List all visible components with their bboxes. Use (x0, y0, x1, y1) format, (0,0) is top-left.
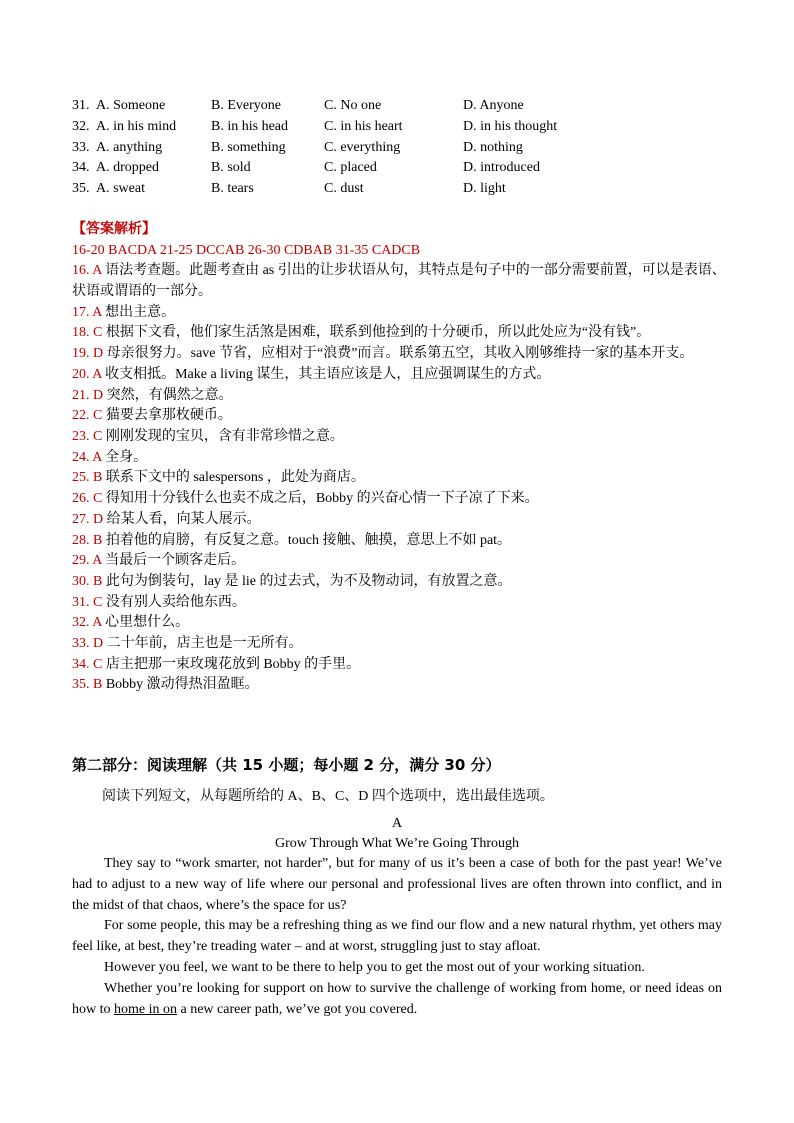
answer-options-table (72, 96, 732, 200)
passage-body (72, 854, 722, 1020)
explanation-item: 22. C 猫要去拿那枚硬币。 (72, 408, 232, 424)
explanation-item: 24. A 全身。 (72, 449, 148, 465)
explanation-item: 21. D 突然，有偶然之意。 (72, 387, 233, 403)
option-row-31: 31. A. Someone B. Everyone C. No one D. Anyone (72, 98, 524, 113)
option-row-34: 34. A. dropped B. sold C. placed D. introduced (72, 160, 540, 176)
option-row-33: 33. A. anything B. something C. everything D. nothing (72, 139, 523, 155)
passage-title: Grow Through What We’re Going Through (275, 836, 519, 851)
explanation-item: 28. B 拍着他的肩膀，有反复之意。touch 接触、触摸，意思上不如 pat。 (72, 532, 512, 548)
explanation-item: 17. A 想出主意。 (72, 304, 176, 320)
explanation-item: 35. B Bobby 激动得热泪盈眶。 (72, 677, 259, 693)
explanation-item: 20. A 收支相抵。Make a living 谋生，其主语应该是人，且应强调谋生的方式。 (72, 366, 551, 382)
explanation-item: 18. C 根据下文看，他们家生活煞是困难，联系到他捡到的十分硬币，所以此处应为“没有钱”。 (72, 325, 651, 341)
explanation-item: 31. C 没有别人卖给他东西。 (72, 594, 246, 610)
passage-letter: A (391, 816, 403, 831)
explanation-item: 30. B 此句为倒装句，lay 是 lie 的过去式，为不及物动词，有放置之意。 (72, 573, 512, 589)
passage-paragraph: For some people, this may be a refreshing thing as we find our flow and a new natural rhythm, yet others may feel like, at best, they’re treading water – and at worst, struggling just to stay afloat. (72, 918, 722, 955)
answer-key: 16-20 BACDA 21-25 DCCAB 26-30 CDBAB 31-35 CADCB (72, 242, 421, 258)
explanation-item: 29. A 当最后一个顾客走后。 (72, 553, 246, 569)
passage-paragraph: However you feel, we want to be there to help you to get the most out of your working situation. (104, 959, 645, 975)
passage-paragraph: They say to “work smarter, not harder”, but for many of us it’s been a case of both for the past year! We’ve had to adjust to a new way of life where our personal and professional lives are often thrown into conflict, and in the midst of that chaos, where’s the space for us? (72, 856, 722, 913)
explanation-item: 26. C 得知用十分钱什么也卖不成之后，Bobby 的兴奋心情一下子凉了下来。 (72, 491, 539, 507)
explanation-item: 34. C 店主把那一束玫瑰花放到 Bobby 的手里。 (72, 656, 361, 672)
explanation-item: 32. A 心里想什么。 (72, 615, 190, 631)
explanation-item: 16. A 语法考查题。此题考查由 as 引出的让步状语从句，其特点是句子中的一部分需要前置，可以是表语、状语或谓语的一部分。 (72, 263, 726, 300)
answer-analysis-title: 【答案解析】 (72, 222, 156, 237)
passage-paragraph: Whether you’re looking for support on how to survive the challenge of working from home, or need ideas on how to home in on a new career path, we’ve got you covered. (72, 980, 722, 1017)
explanation-item: 33. D 二十年前，店主也是一无所有。 (72, 636, 303, 652)
answer-analysis-section (72, 220, 732, 696)
explanation-item: 25. B 联系下文中的 salespersons ，此处为商店。 (72, 470, 365, 486)
explanation-item: 19. D 母亲很努力。save 节省，应相对于“浪费”而言。联系第五空，其收入刚够维持一家的基本开支。 (72, 346, 694, 362)
option-row-35: 35. A. sweat B. tears C. dust D. light (72, 181, 506, 197)
explanation-item: 27. D 给某人看，向某人展示。 (72, 511, 261, 527)
explanation-item: 23. C 刚刚发现的宝贝，含有非常珍惜之意。 (72, 429, 344, 444)
underlined-phrase: home in on (114, 1001, 177, 1017)
reading-instruction: 阅读下列短文，从每题所给的 A、B、C、D 四个选项中，选出最佳选项。 (102, 789, 554, 804)
option-row-32: 32. A. in his mind B. in his head C. in his heart D. in his thought (72, 118, 558, 134)
part2-heading: 第二部分：阅读理解（共 15 小题；每小题 2 分，满分 30 分） (72, 756, 501, 774)
